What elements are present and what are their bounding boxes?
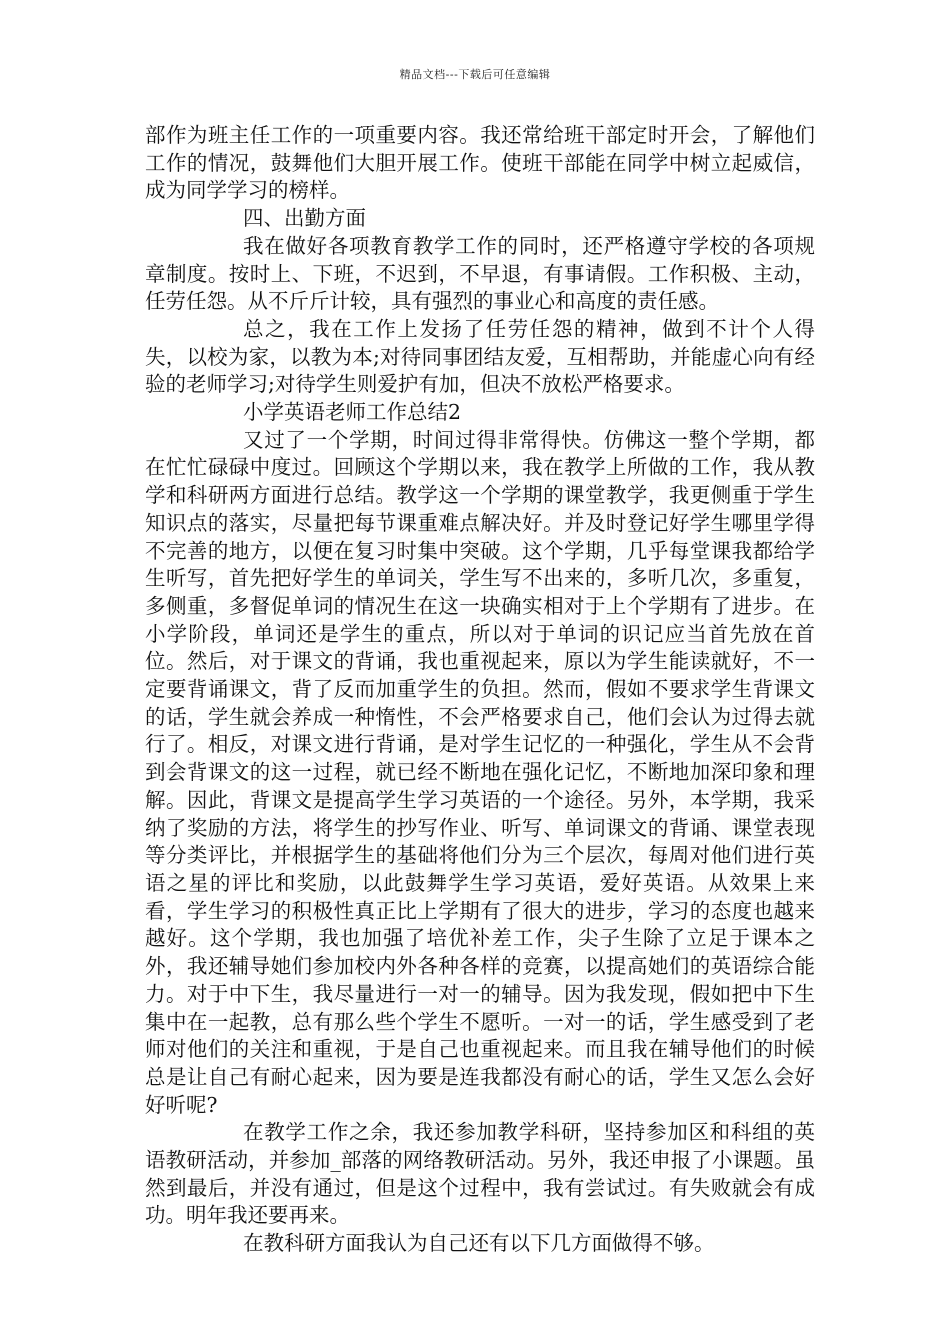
paragraph-shortcomings: 在教科研方面我认为自己还有以下几方面做得不够。 <box>243 1231 715 1256</box>
page-header: 精品文档---下载后可任意编辑 <box>399 68 551 81</box>
paragraph-research: 在教学工作之余，我还参加教学科研，坚持参加区和科组的英语教研活动，并参加_部落的网络教研活动。另外，我还申报了小课题。虽然到最后，并没有通过，但是这个过程中，我有尝试过。有失败就会有成功。明年我还要再来。 <box>145 1120 815 1228</box>
document-body <box>145 122 815 1258</box>
paragraph-summary: 总之，我在工作上发扬了任劳任怨的精神，做到不计个人得失，以校为家，以教为本;对待同事团结友爱，互相帮助，并能虚心向有经验的老师学习;对待学生则爱护有加，但决不放松严格要求。 <box>145 316 815 397</box>
paragraph-attendance: 我在做好各项教育教学工作的同时，还严格遵守学校的各项规章制度。按时上、下班，不迟到，不早退，有事请假。工作积极、主动，任劳任怨。从不斤斤计较，具有强烈的事业心和高度的责任感。 <box>145 233 815 314</box>
paragraph-class-leader-meetings: 部作为班主任工作的一项重要内容。我还常给班干部定时开会，了解他们工作的情况，鼓舞他们大胆开展工作。使班干部能在同学中树立起威信，成为同学学习的榜样。 <box>145 123 815 203</box>
paragraph-teaching-review: 又过了一个学期，时间过得非常得快。仿佛这一整个学期，都在忙忙碌碌中度过。回顾这个学期以来，我在教学上所做的工作，我从教学和科研两方面进行总结。教学这一个学期的课堂教学，我更侧重于学生知识点的落实，尽量把每节课重难点解决好。并及时登记好学生哪里学得不完善的地方，以便在复习时集中突破。这个学期，几乎每堂课我都给学生听写，首先把好学生的单词关，学生写不出来的，多听几次，多重复，多侧重，多督促单词的情况生在这一块确实相对于上个学期有了进步。在小学阶段，单词还是学生的重点，所以对于单词的识记应当首先放在首位。然后，对于课文的背诵，我也重视起来，原以为学生能读就好，不一定要背诵课文，背了反而加重学生的负担。然而，假如不要求学生背课文的话，学生就会养成一种惰性，不会严格要求自己，他们会认为过得去就行了。相反，对课文进行背诵，是对学生记忆的一种强化，学生从不会背到会背课文的这一过程，就已经不断地在强化记忆，不断地加深印象和理解。因此，背课文是提高学生学习英语的一个途径。另外，本学期，我采纳了奖励的方法，将学生的抄写作业、听写、单词课文的背诵、课堂表现等分类评比，并根据学生的基础将他们分为三个层次，每周对他们进行英语之星的评比和奖励，以此鼓舞学生学习英语，爱好英语。从效果上来看，学生学习的积极性真正比上学期有了很大的进步，学习的态度也越来越好。这个学期，我也加强了培优补差工作，尖子生除了立足于课本之外，我还辅导她们参加校内外各种各样的竞赛，以提高她们的英语综合能力。对于中下生，我尽量进行一对一的辅导。因为我发现，假如把中下生集中在一起教，总有那么些个学生不愿听。一对一的话，学生感受到了老师对他们的关注和重视，于是自己也重视起来。而且我在辅导他们的时候总是让自己有耐心起来，因为要是连我都没有耐心的话，学生又怎么会好好听呢? <box>145 427 815 1117</box>
section-heading-english-teacher-summary: 小学英语老师工作总结2 <box>243 400 462 425</box>
section-heading-attendance: 四、出勤方面 <box>243 206 366 231</box>
